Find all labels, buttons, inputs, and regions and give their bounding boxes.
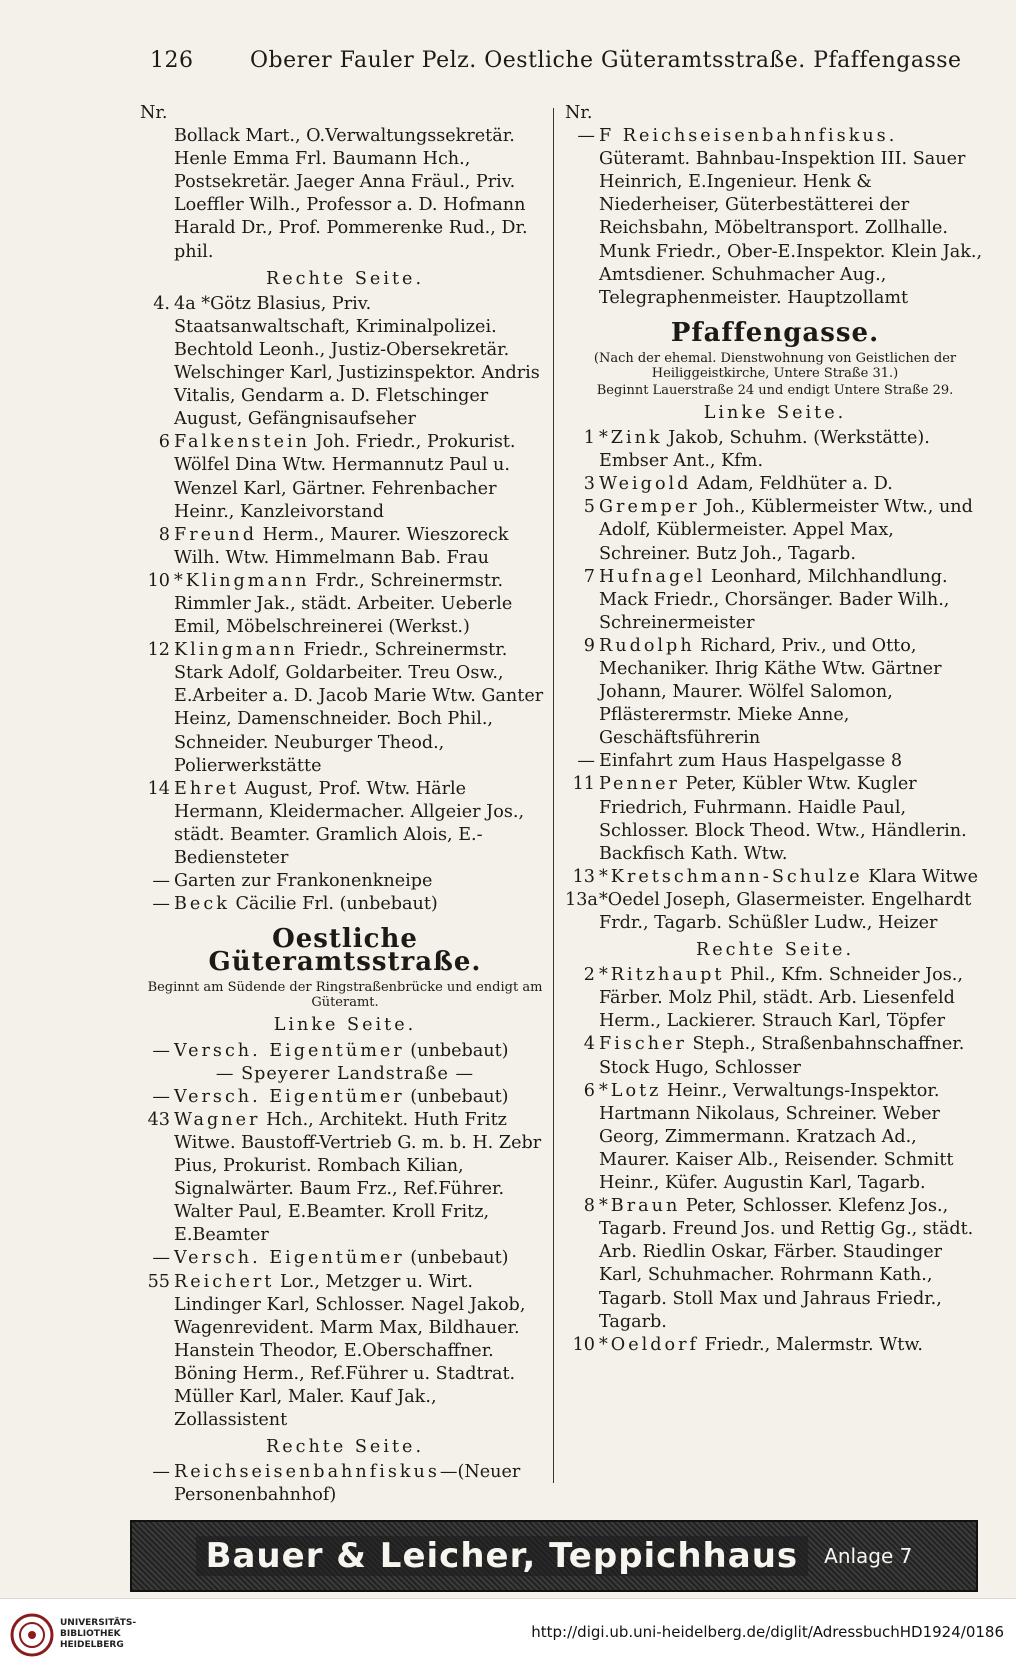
entry-text: *Oedel Joseph, Glasermeister. Engelhardt Frdr., Tagarb. Schüßler Ludw., Heizer	[599, 889, 972, 933]
house-number: 10	[147, 570, 170, 591]
entry-text: 4a *Götz Blasius, Priv. Staatsanwaltschaft, Kriminalpolizei. Bechtold Leonh., Justiz-Obersekretär. Welschinger Karl, Justizinspektor. Andris Vitalis, Gendarm a. D. Fletschinger August, Gefängnisaufseher	[174, 293, 540, 430]
house-number: 3	[583, 474, 595, 495]
entry-name: Ehret	[174, 778, 240, 799]
entry-name: *Klingmann	[174, 570, 310, 591]
house-number: —	[152, 1248, 170, 1269]
house-number: 8	[583, 1196, 595, 1217]
street-heading: Pfaffengasse.	[670, 317, 880, 348]
side-heading: Rechte Seite.	[695, 940, 855, 961]
column-divider	[553, 108, 554, 1483]
page-header	[150, 48, 980, 73]
list-item	[140, 570, 550, 639]
entry-name: Hufnagel	[599, 566, 706, 587]
house-number: 7	[583, 566, 595, 587]
street-heading: Oestliche Güteramtsstraße.	[208, 924, 482, 978]
logo-line: BIBLIOTHEK	[60, 1629, 121, 1639]
list-item	[565, 773, 985, 865]
list-item	[565, 635, 985, 750]
entry-name: *Ritzhaupt	[599, 965, 725, 986]
nr-label: Nr.	[140, 103, 168, 123]
entry-text: Phil., Kfm. Schneider Jos., Färber. Molz Phil, städt. Arb. Liesenfeld Herm., Lackierer. Strauch Karl, Töpfer	[599, 965, 963, 1032]
list-item	[140, 524, 550, 570]
university-seal-icon	[10, 1613, 54, 1657]
left-column	[140, 102, 550, 1507]
list-item	[565, 1334, 985, 1357]
house-number: 12	[147, 640, 170, 661]
entry-text: Frdr., Schreinermstr. Rimmler Jak., städt. Arbeiter. Ueberle Emil, Möbelschreinerei (Werkst.)	[174, 570, 513, 638]
entry-text: Peter, Kübler Wtw. Kugler Friedrich, Fuhrmann. Haidle Paul, Schlosser. Block Theod. Wtw., Händlerin. Backfisch Kath. Wtw.	[599, 774, 967, 864]
entry-text: Lor., Metzger u. Wirt. Lindinger Karl, Schlosser. Nagel Jakob, Wagenrevident. Marm Max, Bildhauer. Hanstein Theodor, E.Oberschaffner. Böning Herm., Ref.Führer u. Stadtrat. Müller Karl, Maler. Kauf Jak., Zollassistent	[174, 1271, 526, 1431]
list-item	[140, 870, 550, 893]
entry-text: Garten zur Frankonenkneipe	[174, 871, 433, 892]
entry-name: Versch. Eigentümer	[174, 1040, 405, 1061]
entry-name: Falkenstein	[174, 432, 311, 453]
entry-name: Freund	[174, 524, 257, 545]
house-number: 13	[572, 866, 595, 887]
street-note: Beginnt am Südende der Ringstraßenbrücke und endigt am Güteramt.	[147, 980, 543, 1011]
list-item	[140, 1271, 550, 1433]
list-item	[140, 1109, 550, 1248]
entry-name: Weigold	[599, 474, 692, 495]
list-item	[140, 778, 550, 870]
entry-text: Einfahrt zum Haus Haspelgasse 8	[599, 751, 903, 772]
list-item	[565, 473, 985, 496]
entry-text: Klara Witwe	[868, 866, 978, 887]
logo-line: UNIVERSITÄTS-	[60, 1618, 137, 1628]
entry-name: *Braun	[599, 1196, 681, 1217]
advertisement-banner	[130, 1520, 978, 1592]
street-note: (Nach der ehemal. Dienstwohnung von Geistlichen der Heiliggeistkirche, Untere Straße 31.)	[593, 350, 957, 381]
entry-name: Penner	[599, 774, 680, 795]
list-item	[140, 431, 550, 523]
entry-name: F Reichseisenbahnfiskus.	[599, 126, 898, 147]
side-heading: Rechte Seite.	[265, 268, 425, 289]
entry-name: Rudolph	[599, 635, 695, 656]
logo-line: HEIDELBERG	[60, 1640, 124, 1650]
list-item	[565, 125, 985, 310]
entry-text: Heinr., Verwaltungs-Inspektor. Hartmann Nikolaus, Schreiner. Weber Georg, Zimmermann. Kratzach Ad., Maurer. Kaiser Alb., Reisender. Schmitt Heinr., Küfer. Augustin Karl, Tagarb.	[599, 1080, 954, 1194]
entry-text: Peter, Schlosser. Klefenz Jos., Tagarb. Freund Jos. und Rettig Gg., städt. Arb. Riedlin Oskar, Färber. Staudinger Karl, Schuhmacher. Rohrmann Kath., Tagarb. Stoll Max und Jahraus Friedr., Tagarb.	[599, 1196, 974, 1332]
list-item	[565, 496, 985, 565]
side-heading: Linke Seite.	[703, 402, 847, 423]
list-item	[140, 1086, 550, 1109]
list-item	[565, 866, 985, 889]
entry-text: Joh. Friedr., Prokurist. Wölfel Dina Wtw. Hermannutz Paul u. Wenzel Karl, Gärtner. Fehrenbacher Heinr., Kanzleivorstand	[174, 432, 516, 522]
house-number: —	[577, 751, 595, 772]
house-number: 5	[583, 497, 595, 518]
side-heading: Rechte Seite.	[265, 1437, 425, 1458]
entry-name: Beck	[174, 894, 230, 915]
house-number: 10	[572, 1334, 595, 1355]
house-number: 8	[158, 524, 170, 545]
entry-text: Adam, Feldhüter a. D.	[697, 474, 893, 495]
list-item	[565, 964, 985, 1033]
house-number: 13a	[565, 889, 598, 910]
entry-text: August, Prof. Wtw. Härle Hermann, Kleidermacher. Allgeier Jos., städt. Beamter. Gramlich Alois, E.-Bediensteter	[174, 778, 525, 868]
entry-name: Versch. Eigentümer	[174, 1086, 405, 1107]
list-item	[140, 893, 550, 916]
list-item	[140, 1461, 550, 1507]
entry-name: Reichseisenbahnfiskus	[174, 1462, 440, 1483]
house-number: —	[152, 894, 170, 915]
house-number: —	[577, 126, 595, 147]
list-item	[565, 889, 985, 935]
entry-name: Klingmann	[174, 640, 298, 661]
entry-text: Friedr., Schreinermstr. Stark Adolf, Goldarbeiter. Treu Osw., E.Arbeiter a. D. Jacob Marie Wtw. Ganter Heinz, Damenschneider. Boch Phil., Schneider. Neuburger Theod., Polierwerkstätte	[174, 640, 544, 776]
list-item	[140, 293, 550, 432]
source-link[interactable]: http://digi.ub.uni-heidelberg.de/diglit/AdressbuchHD1924/0186	[531, 1623, 1004, 1641]
nr-label: Nr.	[565, 103, 593, 123]
list-item	[140, 1040, 550, 1063]
library-logo-text	[60, 1618, 136, 1651]
entry-text: (unbebaut)	[410, 1086, 509, 1107]
house-number: 4.	[153, 293, 170, 314]
house-number: 1	[583, 428, 595, 449]
list-item	[140, 1247, 550, 1270]
entry-text: Jakob, Schuhm. (Werkstätte). Embser Ant., Kfm.	[599, 428, 930, 472]
entry-name: *Zink	[599, 428, 663, 449]
house-number: 55	[147, 1271, 170, 1292]
entry-text: Leonhard, Milchhandlung. Mack Friedr., Chorsänger. Bader Wilh., Schreinermeister	[599, 566, 950, 633]
house-number: 43	[147, 1109, 170, 1130]
entry-name: *Lotz	[599, 1080, 662, 1101]
list-item	[565, 750, 985, 773]
entry-text: Güteramt. Bahnbau-Inspektion III. Sauer Heinrich, E.Ingenieur. Henk & Niederheiser, Güterbestätterei der Reichsbahn, Möbeltransport. Zollhalle. Munk Friedr., Ober-E.Inspektor. Klein Jak., Amtsdiener. Schuhmacher Aug., Telegraphenmeister. Hauptzollamt	[599, 149, 983, 308]
intro-entry	[140, 125, 550, 264]
entry-name: Versch. Eigentümer	[174, 1248, 405, 1269]
entry-text: Herm., Maurer. Wieszoreck Wilh. Wtw. Himmelmann Bab. Frau	[174, 524, 509, 568]
house-number: —	[152, 871, 170, 892]
list-item	[565, 427, 985, 473]
house-number: 6	[158, 432, 170, 453]
house-number: —	[152, 1086, 170, 1107]
advertisement-text: Bauer & Leicher, Teppichhaus	[196, 1536, 809, 1576]
house-number: 6	[583, 1080, 595, 1101]
list-item	[565, 1033, 985, 1079]
entry-name: Reichert	[174, 1271, 275, 1292]
footer	[0, 1598, 1016, 1671]
house-number: 9	[583, 635, 595, 656]
entry-name: Gremper	[599, 497, 700, 518]
list-item	[565, 1195, 985, 1334]
street-note: Beginnt Lauerstraße 24 und endigt Untere Straße 29.	[596, 382, 954, 398]
entry-text: (unbebaut)	[410, 1040, 509, 1061]
house-number: 14	[147, 778, 170, 799]
list-item	[140, 639, 550, 778]
side-heading: Linke Seite.	[273, 1015, 417, 1036]
list-item	[565, 1080, 985, 1195]
entry-text: Cäcilie Frl. (unbebaut)	[235, 894, 438, 915]
advertisement-address: Anlage 7	[824, 1544, 913, 1568]
house-number: 11	[572, 774, 595, 795]
entry-text: —(Neuer Personenbahnhof)	[174, 1462, 521, 1506]
entry-text: Hch., Architekt. Huth Fritz Witwe. Baustoff-Vertrieb G. m. b. H. Zebr Pius, Prokurist. Rombach Kilian, Signalwärter. Baum Frz., Ref.Führer. Walter Paul, E.Beamter. Kroll Fritz, E.Beamter	[174, 1109, 542, 1246]
entry-name: *Oeldorf	[599, 1334, 700, 1355]
page-number: 126	[150, 48, 194, 73]
entry-name: Wagner	[174, 1109, 261, 1130]
right-column	[565, 102, 985, 1357]
entry-name: Fischer	[599, 1034, 687, 1055]
house-number: —	[152, 1462, 170, 1483]
page-title: Oberer Fauler Pelz. Oestliche Güteramtsstraße. Pfaffengasse	[250, 48, 962, 73]
house-number: —	[152, 1040, 170, 1061]
entry-text: Bollack Mart., O.Verwaltungssekretär. Henle Emma Frl. Baumann Hch., Postsekretär. Jaeger Anna Fräul., Priv. Loeffler Wilh., Professor a. D. Hofmann Harald Dr., Prof. Pommerenke Rud., Dr. phil.	[174, 126, 528, 262]
list-item	[565, 566, 985, 635]
house-number: 4	[583, 1034, 595, 1055]
entry-text: Joh., Küblermeister Wtw., und Adolf, Küblermeister. Appel Max, Schreiner. Butz Joh., Tagarb.	[599, 497, 973, 564]
entry-text: Richard, Priv., und Otto, Mechaniker. Ihrig Käthe Wtw. Gärtner Johann, Maurer. Wölfel Salomon, Pflästerermstr. Mieke Anne, Geschäftsführerin	[599, 635, 942, 749]
entry-name: *Kretschmann-Schulze	[599, 866, 863, 887]
entry-text: Friedr., Malermstr. Wtw.	[704, 1334, 923, 1355]
house-number: 2	[583, 965, 595, 986]
entry-text: Steph., Straßenbahnschaffner. Stock Hugo, Schlosser	[599, 1034, 965, 1078]
cross-street: — Speyerer Landstraße —	[215, 1063, 475, 1084]
entry-text: (unbebaut)	[410, 1248, 509, 1269]
